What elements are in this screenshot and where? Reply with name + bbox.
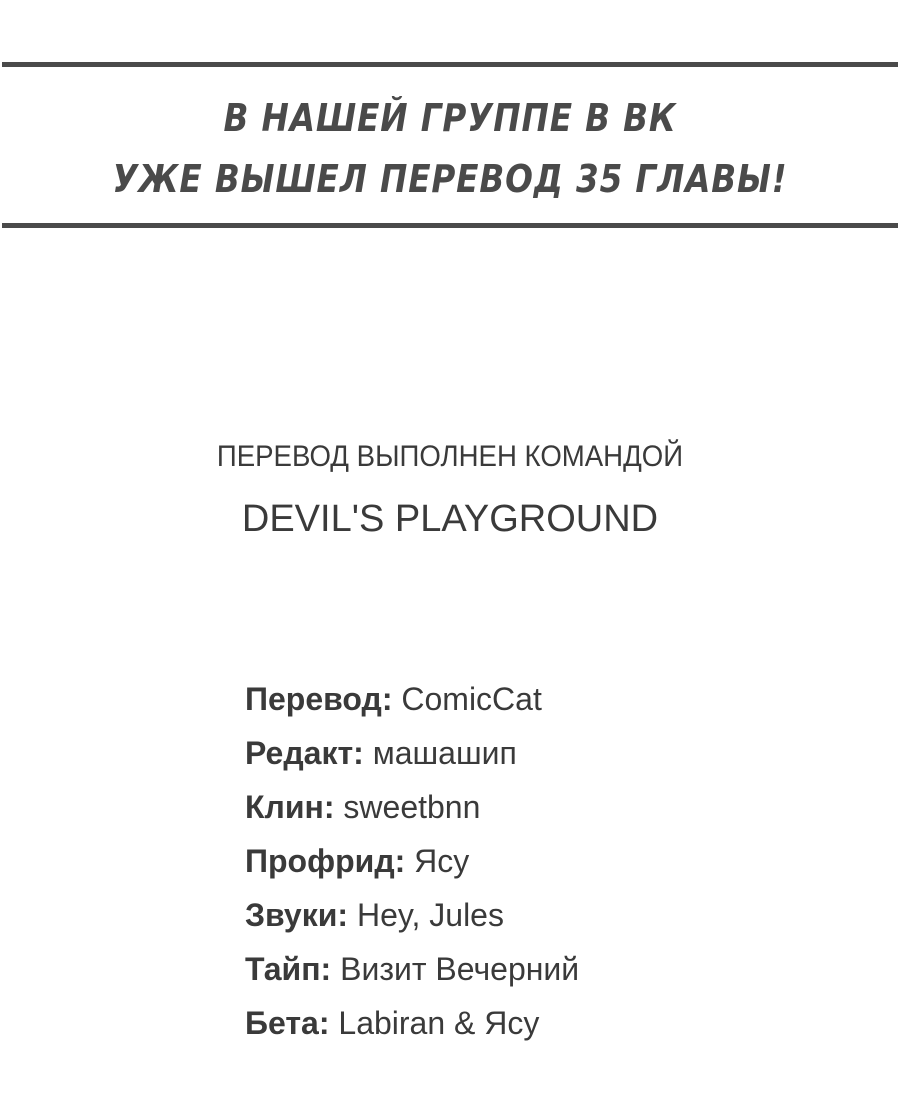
bottom-divider xyxy=(2,223,898,228)
credit-name: машашип xyxy=(372,735,517,771)
credit-name: Hey, Jules xyxy=(356,897,504,933)
team-caption: ПЕРЕВОД ВЫПОЛНЕН КОМАНДОЙ xyxy=(216,440,684,473)
credit-role: Звуки: xyxy=(245,897,349,933)
credit-role: Профрид: xyxy=(245,843,406,879)
credit-sounds xyxy=(245,892,579,946)
credit-name: ComicCat xyxy=(401,681,542,717)
credit-cleaning xyxy=(245,784,579,838)
credit-typesetting xyxy=(245,946,579,1000)
announcement-line-2: УЖЕ ВЫШЕЛ ПЕРЕВОД 35 ГЛАВЫ! xyxy=(112,157,788,201)
top-divider xyxy=(2,62,898,67)
credit-name: Ясу xyxy=(414,843,470,879)
credit-beta xyxy=(245,1000,579,1054)
team-name: DEVIL'S PLAYGROUND xyxy=(241,498,659,540)
credit-role: Клин: xyxy=(245,789,335,825)
credit-name: sweetbnn xyxy=(343,789,481,825)
credit-name: Labiran & Ясу xyxy=(338,1005,540,1041)
announcement-line-1: В НАШЕЙ ГРУППЕ В ВК xyxy=(223,96,677,140)
credit-role: Тайп: xyxy=(245,951,332,987)
credit-name: Визит Вечерний xyxy=(340,951,580,987)
credit-editing xyxy=(245,730,579,784)
credit-role: Бета: xyxy=(245,1005,330,1041)
credits-list xyxy=(245,676,579,1054)
credit-proofreading xyxy=(245,838,579,892)
credit-translation xyxy=(245,676,579,730)
credit-role: Перевод: xyxy=(245,681,393,717)
credit-role: Редакт: xyxy=(245,735,364,771)
